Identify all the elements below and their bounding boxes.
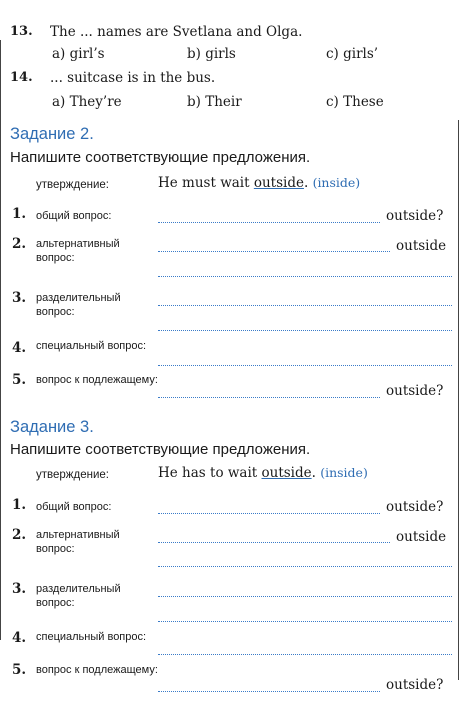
task-3-row-5-label: вопрос к подлежащему: <box>36 664 158 676</box>
question-14-text: ... suitcase is in the bus. <box>50 70 216 86</box>
task-3-row-2-number: 2. <box>12 527 27 543</box>
task-2-statement <box>158 175 360 191</box>
task-3-row-2-answer-line-b[interactable] <box>158 566 452 567</box>
task-3-hint: (inside) <box>320 465 368 480</box>
question-13-option-a: a) girl’s <box>52 46 105 62</box>
question-13-option-c: c) girls’ <box>326 46 379 62</box>
task-2-row-1-number: 1. <box>12 206 27 222</box>
task-3-row-2-answer-line-a[interactable] <box>158 542 390 543</box>
question-13-text: The ... names are Svetlana and Olga. <box>50 24 303 40</box>
task-2-row-3-answer-line-b[interactable] <box>158 330 452 331</box>
left-edge-mark <box>0 40 1 640</box>
task-2-instruction: Напишите соответствующие предложения. <box>10 149 311 166</box>
task-3-row-2-label: альтернативный вопрос: <box>36 529 120 555</box>
task-3-row-4-label: специальный вопрос: <box>36 631 147 643</box>
task-2-row-4-answer-line[interactable] <box>158 365 452 366</box>
task-2-row-2-answer-line-b[interactable] <box>158 276 452 277</box>
task-2-row-2-label: альтернативный вопрос: <box>36 238 120 264</box>
task-3-row-3-answer-line-a[interactable] <box>158 596 452 597</box>
task-2-row-2-answer-line-a[interactable] <box>158 251 390 252</box>
task-2-row-1-tail: outside? <box>386 208 444 224</box>
task-2-row-2-number: 2. <box>12 236 27 252</box>
task-3-statement-before: He has to wait <box>158 465 262 481</box>
task-3-row-5-answer-line[interactable] <box>158 691 380 692</box>
task-2-row-3-answer-line-a[interactable] <box>158 305 452 306</box>
task-3-title: Задание 3. <box>10 418 94 436</box>
question-14-option-b: b) Their <box>187 94 242 110</box>
task-2-row-4-number: 4. <box>12 340 27 356</box>
question-14-option-a: a) They’re <box>52 94 122 110</box>
question-13-option-b: b) girls <box>187 46 236 62</box>
task-3-row-1-answer-line[interactable] <box>158 513 380 514</box>
task-2-row-5-label: вопрос к подлежащему: <box>36 374 158 386</box>
task-2-statement-before: He must wait <box>158 175 254 191</box>
task-3-row-1-tail: outside? <box>386 499 444 515</box>
right-edge-mark <box>458 120 459 680</box>
task-3-instruction: Напишите соответствующие предложения. <box>10 441 311 458</box>
task-3-statement-label: утверждение: <box>36 469 109 481</box>
task-3-row-3-label: разделительный вопрос: <box>36 583 121 609</box>
task-2-row-5-answer-line[interactable] <box>158 397 380 398</box>
task-3-row-1-number: 1. <box>12 497 27 513</box>
task-2-row-4-label: специальный вопрос: <box>36 340 147 352</box>
task-2-row-5-tail: outside? <box>386 383 444 399</box>
task-3-row-2-tail: outside <box>396 529 447 545</box>
task-2-row-5-number: 5. <box>12 372 27 388</box>
task-2-title: Задание 2. <box>10 125 94 143</box>
task-3-row-5-number: 5. <box>12 662 27 678</box>
question-13-number: 13. <box>10 24 33 39</box>
task-2-hint: (inside) <box>312 175 361 190</box>
task-2-statement-after: . <box>303 175 309 191</box>
task-3-statement <box>158 465 368 481</box>
question-14-option-c: c) These <box>326 94 384 110</box>
task-3-row-4-answer-line[interactable] <box>158 654 452 655</box>
question-14-number: 14. <box>10 70 33 85</box>
task-2-row-3-label: разделительный вопрос: <box>36 292 121 318</box>
task-2-row-1-label: общий вопрос: <box>36 210 112 222</box>
task-2-row-2-tail: outside <box>396 238 447 254</box>
task-2-statement-label: утверждение: <box>36 179 109 191</box>
task-3-row-4-number: 4. <box>12 630 27 646</box>
task-2-row-3-number: 3. <box>12 290 27 306</box>
task-3-row-3-answer-line-b[interactable] <box>158 621 452 622</box>
task-2-statement-word: outside <box>253 175 304 191</box>
task-3-row-5-tail: outside? <box>386 677 444 693</box>
task-2-row-1-answer-line[interactable] <box>158 222 380 223</box>
task-3-row-1-label: общий вопрос: <box>36 501 112 513</box>
task-3-statement-word: outside <box>261 465 312 481</box>
task-3-statement-after: . <box>311 465 316 481</box>
task-3-row-3-number: 3. <box>12 581 27 597</box>
